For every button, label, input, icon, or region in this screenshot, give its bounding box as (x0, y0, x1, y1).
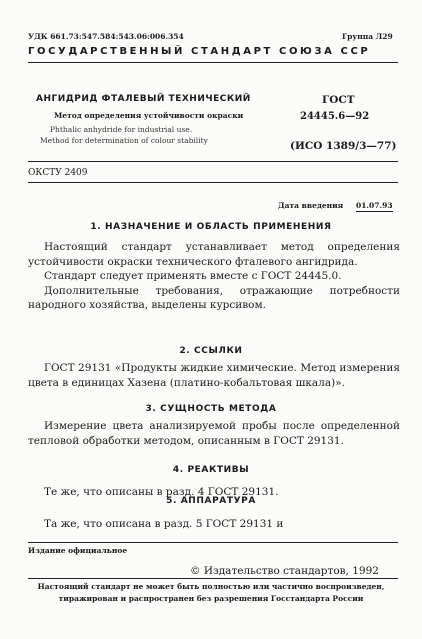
section-body (28, 240, 400, 313)
paragraph: Настоящий стандарт устанавливает метод определения устойчивости окраски технического фталевого ангидрида. (28, 241, 400, 268)
english-title-line-1: Phthalic anhydride for industrial use. (50, 125, 193, 134)
gost-number: 24445.6—92 (300, 111, 370, 122)
reproduction-notice-line-1: Настоящий стандарт не может быть полностью или частично воспроизведен, (37, 582, 385, 591)
standard-banner: ГОСУДАРСТВЕННЫЙ СТАНДАРТ СОЮЗА ССР (28, 46, 371, 57)
copyright-notice: © Издательство стандартов, 1992 (190, 565, 379, 577)
section-body (28, 517, 400, 532)
paragraph: Дополнительные требования, отражающие потребности народного хозяйства, выделены курсивом. (28, 284, 400, 311)
paragraph: Те же, что описаны в разд. 4 ГОСТ 29131. (44, 486, 279, 498)
paragraph: Та же, что описана в разд. 5 ГОСТ 29131 и (44, 518, 284, 530)
iso-reference: (ИСО 1389/3—77) (290, 140, 397, 152)
section-heading: 5. АППАРАТУРА (166, 496, 256, 506)
intro-date-label: Дата введения (278, 201, 344, 210)
title-rule (28, 161, 398, 162)
paragraph: ГОСТ 29131 «Продукты жидкие химические. Метод измерения цвета в единицах Хазена (платино-кобальтовая шкала)». (28, 362, 400, 389)
udk-code: УДК 661.73:547.584:543.06:006.354 (28, 32, 184, 41)
document-title: АНГИДРИД ФТАЛЕВЫЙ ТЕХНИЧЕСКИЙ (36, 94, 251, 104)
section-heading: 3. СУЩНОСТЬ МЕТОДА (145, 404, 277, 414)
section-heading: 2. ССЫЛКИ (179, 346, 243, 356)
header-rule (28, 62, 398, 63)
section-heading: 4. РЕАКТИВЫ (172, 465, 250, 475)
reproduction-notice-line-2: тиражирован и распространен без разрешения Госстандарта России (58, 594, 364, 603)
copyright-rule (28, 578, 398, 579)
english-title-line-2: Method for determination of colour stability (40, 136, 208, 145)
section-body (28, 419, 400, 448)
official-edition-label: Издание официальное (28, 546, 128, 555)
section-heading: 1. НАЗНАЧЕНИЕ И ОБЛАСТЬ ПРИМЕНЕНИЯ (90, 222, 332, 232)
intro-date-value: 01.07.93 (356, 201, 393, 210)
okstu-code: ОКСТУ 2409 (28, 168, 88, 178)
okstu-rule (28, 182, 398, 183)
footer-rule (28, 542, 398, 543)
section-body (28, 361, 400, 390)
document-subtitle: Метод определения устойчивости окраски (54, 111, 244, 120)
paragraph: Стандарт следует применять вместе с ГОСТ 24445.0. (44, 270, 342, 282)
paragraph: Измерение цвета анализируемой пробы после определенной тепловой обработки методом, описанным в ГОСТ 29131. (28, 420, 400, 447)
group-code: Группа Л29 (342, 32, 393, 41)
gost-label: ГОСТ (322, 94, 355, 106)
